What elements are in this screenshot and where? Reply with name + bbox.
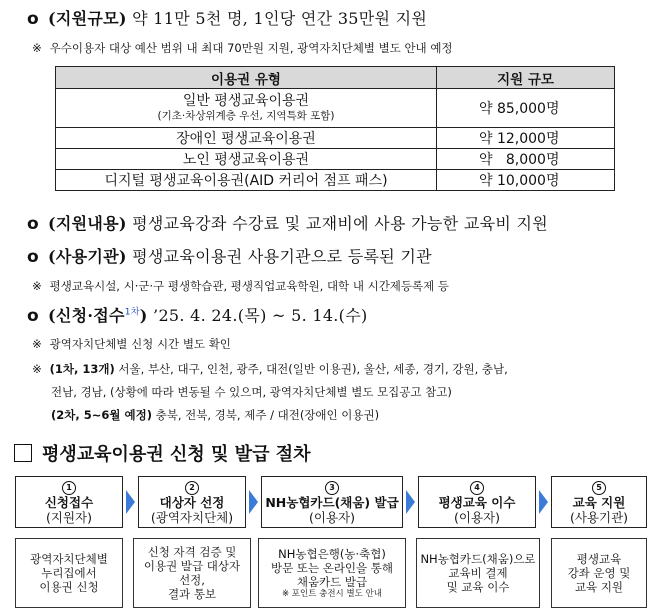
voucher-table <box>55 66 615 191</box>
apply-line <box>18 303 368 326</box>
institution-line <box>18 244 432 267</box>
bullet-icon: o <box>27 9 39 29</box>
table-row <box>56 89 615 128</box>
circled-number-icon: 4 <box>470 481 484 495</box>
table-cell-type: 디지털 평생교육이용권(AID 커리어 점프 패스) <box>56 170 437 191</box>
step-title: NH농협카드(채움) 발급 <box>265 495 399 510</box>
institution-label: (사용기관) <box>48 247 127 266</box>
arrow-right-icon <box>406 490 415 514</box>
scale-note <box>28 40 453 56</box>
step-desc-3 <box>258 538 406 608</box>
apply-label: (신청·접수 <box>48 306 125 325</box>
apply-note-1 <box>28 336 231 352</box>
step-box-3 <box>261 476 403 528</box>
note-mark-icon: ※ <box>32 41 42 55</box>
step-who: (광역자치단체) <box>150 510 234 525</box>
table-row <box>56 149 615 170</box>
apply-text: ’25. 4. 24.(목) ~ 5. 14.(수) <box>147 306 368 325</box>
note-mark-icon: ※ <box>32 362 42 376</box>
bullet-icon: o <box>27 214 39 234</box>
desc-line: 누리집에서 <box>41 566 97 580</box>
section-title <box>14 440 311 466</box>
desc-line: NH농협카드(채움)으로 <box>420 552 536 566</box>
step-who: (이용자) <box>309 510 355 525</box>
note-mark-icon: ※ <box>32 279 42 293</box>
scale-text: 약 11만 5천 명, 1인당 연간 35만원 지원 <box>126 9 428 28</box>
table-row <box>56 170 615 191</box>
step-title: 평생교육 이수 <box>438 495 516 510</box>
apply-sup: 1차 <box>124 307 140 318</box>
note-mark-icon: ※ <box>32 337 42 351</box>
desc-line: 및 교육 이수 <box>446 580 510 594</box>
step-who: (지원자) <box>46 510 92 525</box>
table-header: 지원 규모 <box>437 67 615 89</box>
institution-note-text: 평생교육시설, 시·군·구 평생학습관, 평생직업교육학원, 대학 내 시간제등록제 등 <box>49 279 450 293</box>
apply-note-2 <box>28 361 508 377</box>
step-box-5 <box>551 476 647 528</box>
step-desc-2 <box>133 538 251 608</box>
desc-line: 이용권 발급 대상자 <box>143 559 241 573</box>
desc-line: 교육 지원 <box>574 580 624 594</box>
step-title: 대상자 선정 <box>159 495 225 510</box>
content-line <box>18 211 548 234</box>
content-text: 평생교육강좌 수강료 및 교재비에 사용 가능한 교육비 지원 <box>126 214 548 233</box>
scale-line <box>18 6 427 29</box>
step-box-4 <box>418 476 536 528</box>
desc-line: 평생교육 <box>576 552 622 566</box>
desc-line: 강좌 운영 및 <box>567 566 631 580</box>
step-box-1 <box>15 476 123 528</box>
table-cell-type: 노인 평생교육이용권 <box>56 149 437 170</box>
step-desc-4 <box>416 538 540 608</box>
circled-number-icon: 1 <box>62 481 76 495</box>
table-cell-amount: 약 8,000명 <box>437 149 615 170</box>
desc-line: 광역자치단체별 <box>30 552 108 566</box>
desc-line: 결과 통보 <box>167 587 217 601</box>
table-cell-type: 장애인 평생교육이용권 <box>56 128 437 149</box>
step-title: 교육 지원 <box>572 495 626 510</box>
arrow-right-icon <box>249 490 258 514</box>
step-who: (이용자) <box>454 510 500 525</box>
step-desc-5 <box>551 538 647 608</box>
square-icon <box>14 444 32 462</box>
bullet-icon: o <box>27 247 39 267</box>
step-who: (사용기관) <box>569 510 629 525</box>
desc-line: NH농협은행(농·축협) <box>278 546 386 561</box>
step-title: 신청접수 <box>44 495 94 510</box>
table-cell-type <box>56 89 437 128</box>
voucher-sub: (기초·차상위계층 우선, 지역특화 포함) <box>157 110 335 122</box>
apply-note-1-text: 광역자치단체별 신청 시간 별도 확인 <box>49 337 231 351</box>
scale-note-text: 우수이용자 대상 예산 범위 내 최대 70만원 지원, 광역자치단체별 별도 안내 예정 <box>49 41 453 55</box>
arrow-right-icon <box>539 490 548 514</box>
apply-label-end: ) <box>139 306 148 325</box>
apply-note-2-text: 서울, 부산, 대구, 인천, 광주, 대전(일반 이용권), 울산, 세종, 경기, 강원, 충남, <box>114 362 508 376</box>
desc-line: 이용권 신청 <box>39 580 99 594</box>
circled-number-icon: 2 <box>185 481 199 495</box>
institution-text: 평생교육이용권 사용기관으로 등록된 기관 <box>126 247 432 266</box>
circled-number-icon: 3 <box>325 481 339 495</box>
apply-note-3-bold: (2차, 5~6월 예정) <box>51 408 152 422</box>
desc-line: 교육비 결제 <box>448 566 508 580</box>
apply-note-3 <box>51 407 379 423</box>
desc-line: 신청 자격 검증 및 <box>147 545 237 559</box>
arrow-right-icon <box>126 490 135 514</box>
bullet-icon: o <box>27 306 39 326</box>
apply-note-2-bold: (1차, 13개) <box>49 362 115 376</box>
table-header: 이용권 유형 <box>56 67 437 89</box>
desc-line: 선정, <box>179 573 205 587</box>
apply-note-2-cont: 전남, 경남, (상황에 따라 변동될 수 있으며, 광역자치단체별 별도 모집공고 참고) <box>51 385 452 399</box>
voucher-type: 일반 평생교육이용권 <box>182 93 310 109</box>
apply-note-3-text: 충북, 전북, 경북, 제주 / 대전(장애인 이용권) <box>151 408 380 422</box>
institution-note <box>28 278 449 294</box>
circled-number-icon: 5 <box>592 481 606 495</box>
step-box-2 <box>138 476 246 528</box>
table-header-row <box>56 67 615 89</box>
content-label: (지원내용) <box>48 214 127 233</box>
scale-label: (지원규모) <box>48 9 127 28</box>
table-cell-amount: 약 12,000명 <box>437 128 615 149</box>
section-title-text: 평생교육이용권 신청 및 발급 절차 <box>42 444 311 465</box>
table-cell-amount: 약 85,000명 <box>437 89 615 128</box>
desc-line: 채움카드 발급 <box>296 574 368 589</box>
desc-footnote: ※ 포인트 충전시 별도 안내 <box>281 588 383 599</box>
table-cell-amount: 약 10,000명 <box>437 170 615 191</box>
step-desc-1 <box>15 538 123 608</box>
table-row <box>56 128 615 149</box>
desc-line: 방문 또는 온라인을 통해 <box>270 560 394 575</box>
